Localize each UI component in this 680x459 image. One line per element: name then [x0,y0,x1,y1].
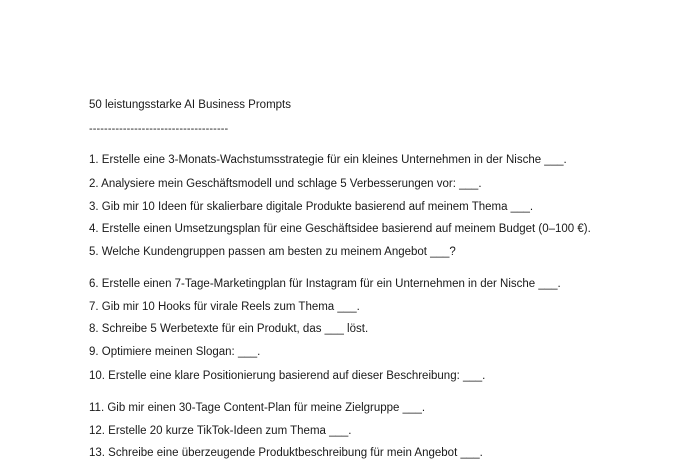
list-item: 4. Erstelle einen Umsetzungsplan für eine Geschäftsidee basierend auf meinem Budget (0–100 €). [89,223,591,235]
list-item: 13. Schreibe eine überzeugende Produktbeschreibung für mein Angebot ___. [89,447,483,459]
list-item: 3. Gib mir 10 Ideen für skalierbare digitale Produkte basierend auf meinem Thema ___. [89,201,534,213]
list-item: 9. Optimiere meinen Slogan: ___. [89,346,261,358]
list-item: 10. Erstelle eine klare Positionierung basierend auf dieser Beschreibung: ___. [89,370,486,382]
list-item: 1. Erstelle eine 3-Monats-Wachstumsstrategie für ein kleines Unternehmen in der Nische ___. [89,154,567,166]
document-title: 50 leistungsstarke AI Business Prompts [89,99,291,111]
list-item: 11. Gib mir einen 30-Tage Content-Plan für meine Zielgruppe ___. [89,402,426,414]
list-item: 5. Welche Kundengruppen passen am besten zu meinem Angebot ___? [89,246,456,258]
list-item: 2. Analysiere mein Geschäftsmodell und schlage 5 Verbesserungen vor: ___. [89,178,482,190]
title-divider: ------------------------------------- [89,123,229,135]
list-item: 7. Gib mir 10 Hooks für virale Reels zum Thema ___. [89,301,360,313]
list-item: 6. Erstelle einen 7-Tage-Marketingplan für Instagram für ein Unternehmen in der Nische ___. [89,278,561,290]
list-item: 8. Schreibe 5 Werbetexte für ein Produkt, das ___ löst. [89,323,369,335]
list-item: 12. Erstelle 20 kurze TikTok-Ideen zum Thema ___. [89,425,352,437]
